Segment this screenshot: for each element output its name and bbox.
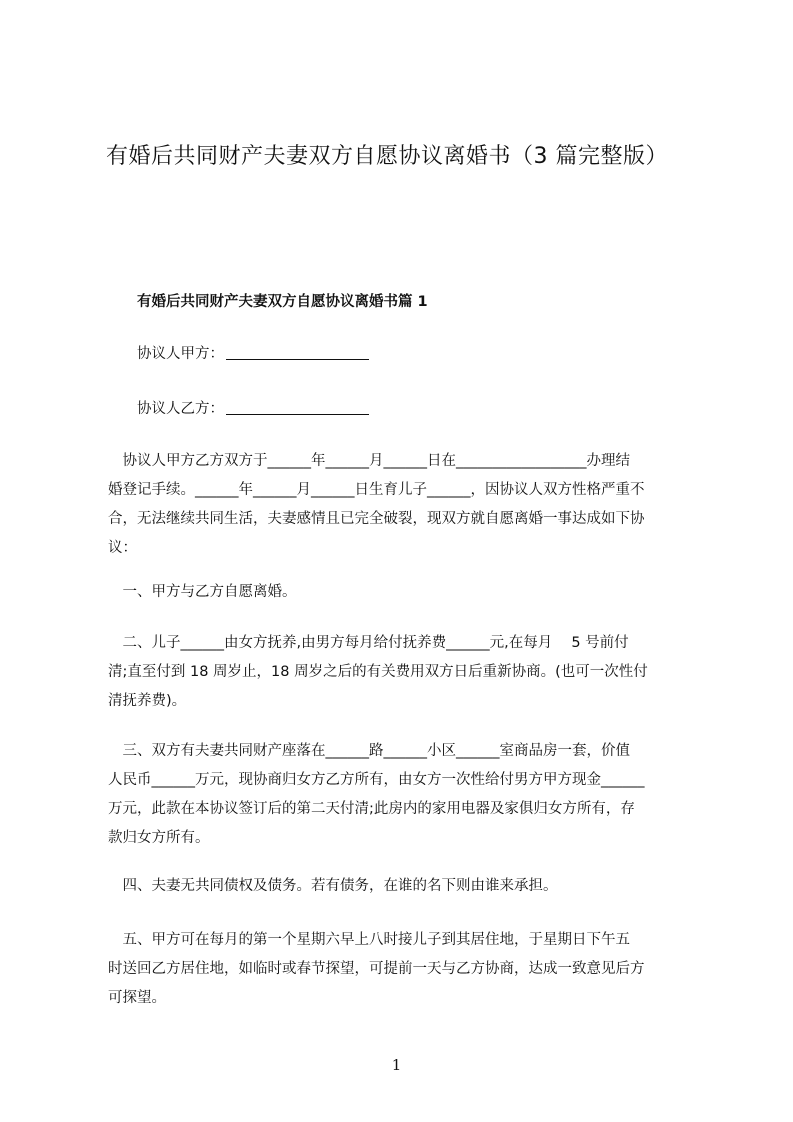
party-a-blank [226, 343, 369, 360]
paragraph-line: 协议人甲方乙方双方于______年______月______日在__________________办理结 [108, 453, 630, 469]
paragraph-line: 婚登记手续。______年______月______日生育儿子______，因协议人双方性格严重不 [108, 482, 645, 498]
paragraph-line: 时送回乙方居住地，如临时或春节探望，可提前一天与乙方协商，达成一致意见后方 [108, 961, 645, 977]
party-a-label: 协议人甲方： [137, 346, 224, 362]
party-a-field [137, 343, 369, 365]
paragraph-line: 人民币______万元，现协商归女方乙方所有，由女方一次性给付男方甲方现金______ [108, 772, 645, 788]
paragraph-line: 清;直至付到 18 周岁止，18 周岁之后的有关费用双方日后重新协商。(也可一次性付 [108, 664, 648, 680]
party-b-field [137, 398, 369, 420]
page-number: 1 [391, 1056, 402, 1074]
party-b-blank [226, 398, 369, 415]
paragraph-line: 万元，此款在本协议签订后的第二天付清;此房内的家用电器及家俱归女方所有，存 [108, 801, 635, 817]
paragraph-line: 议： [108, 540, 137, 556]
paragraph-line: 款归女方所有。 [108, 830, 210, 846]
paragraph-line: 一、甲方与乙方自愿离婚。 [108, 584, 297, 600]
section-heading: 有婚后共同财产夫妻双方自愿协议离婚书篇 1 [137, 294, 428, 310]
paragraph-item-3 [108, 737, 704, 853]
paragraph-line: 五、甲方可在每月的第一个星期六早上八时接儿子到其居住地，于星期日下午五 [108, 932, 630, 948]
party-b-label: 协议人乙方： [137, 401, 224, 417]
paragraph-item-5 [108, 926, 704, 1013]
paragraph-line: 合，无法继续共同生活，夫妻感情且已完全破裂，现双方就自愿离婚一事达成如下协 [108, 511, 645, 527]
paragraph-item-4 [108, 872, 704, 901]
paragraph-intro [108, 447, 704, 563]
paragraph-line: 清抚养费)。 [108, 693, 187, 709]
paragraph-item-2 [108, 629, 704, 716]
paragraph-line: 三、双方有夫妻共同财产座落在______路______小区______室商品房一套，价值 [108, 743, 630, 759]
paragraph-line: 可探望。 [108, 990, 166, 1006]
paragraph-item-1 [108, 578, 704, 607]
paragraph-line: 四、夫妻无共同债权及债务。若有债务，在谁的名下则由谁来承担。 [108, 878, 558, 894]
document-title: 有婚后共同财产夫妻双方自愿协议离婚书（3 篇完整版） [106, 144, 668, 169]
paragraph-line: 二、儿子______由女方抚养,由男方每月给付抚养费______元,在每月 5 号前付 [108, 635, 629, 651]
